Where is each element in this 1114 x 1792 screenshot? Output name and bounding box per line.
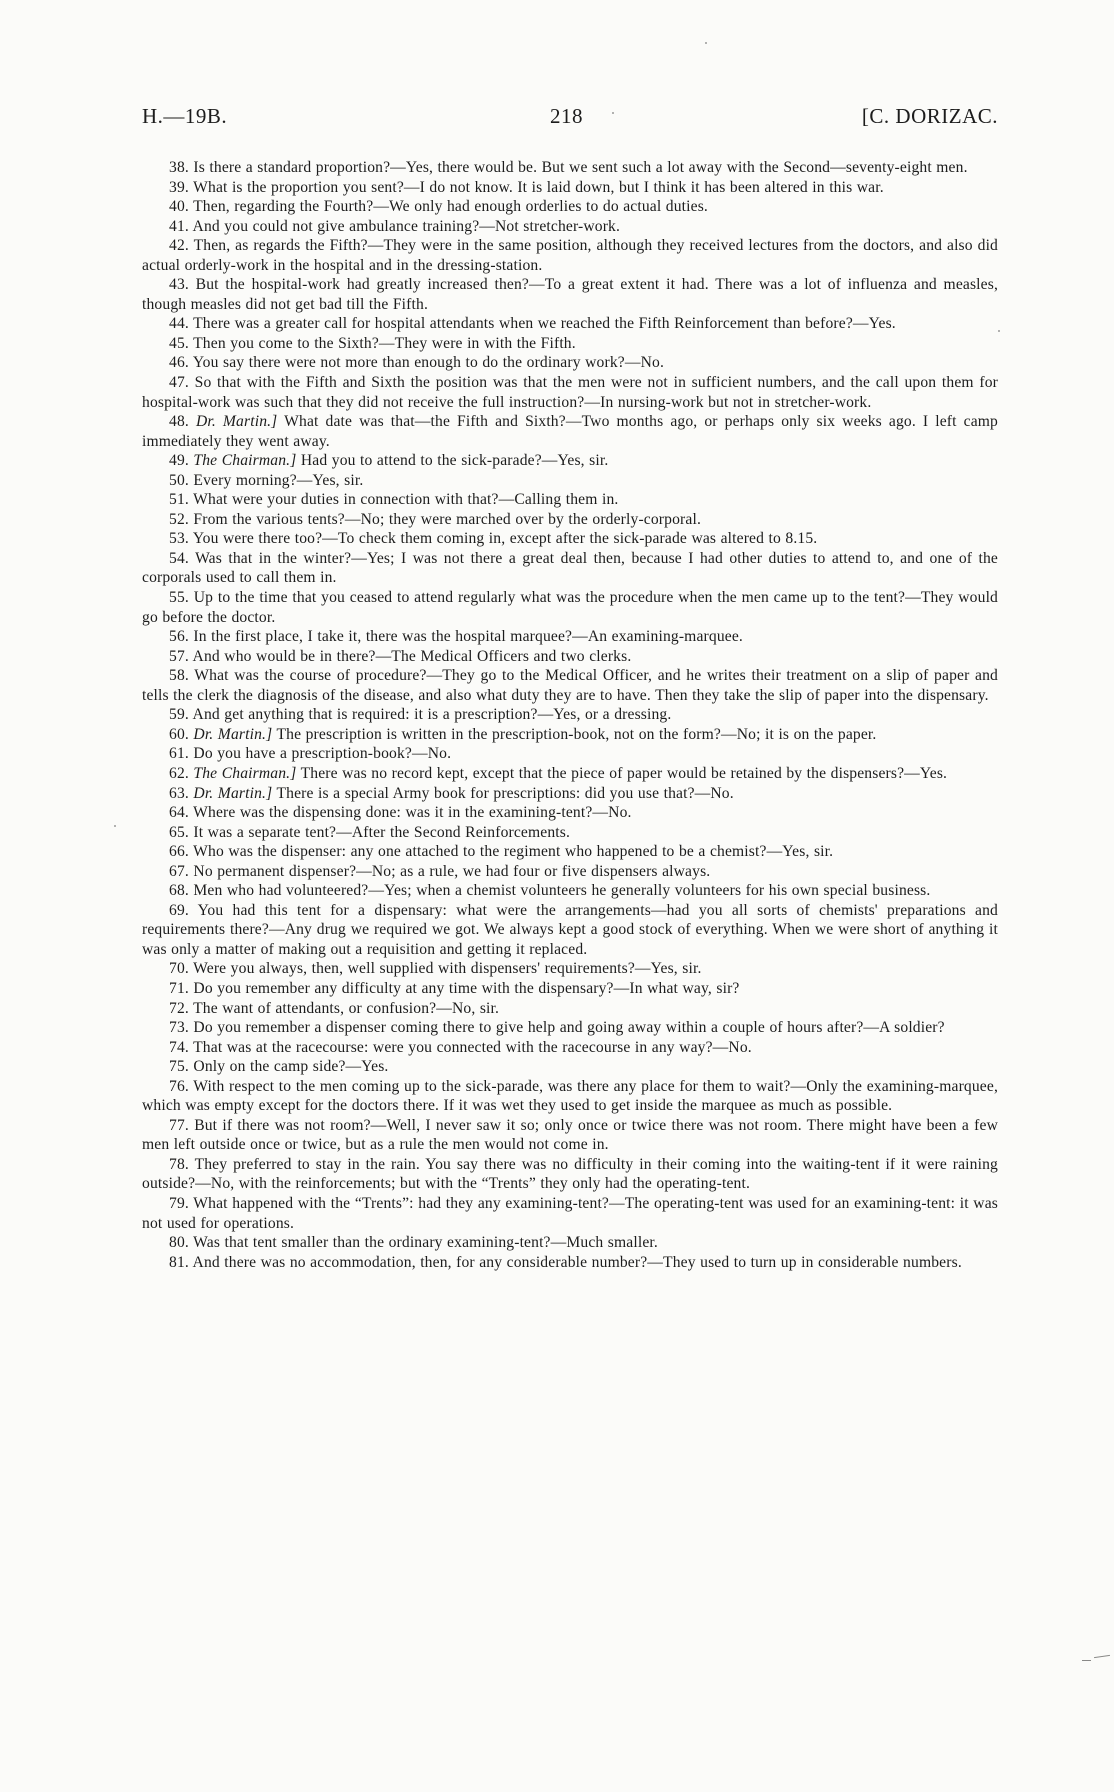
question-answer-paragraph — [142, 236, 998, 275]
question-number: 71. — [169, 979, 189, 997]
question-number: 68. — [169, 882, 189, 900]
question-number: 64. — [169, 804, 189, 822]
question-answer-text: Then, as regards the Fifth?—They were in the same position, although they received lectures from the doctors, and also did actual orderly-work in the hospital and in the dressing-station. — [142, 237, 998, 274]
question-number: 44. — [169, 315, 189, 333]
question-number: 45. — [169, 334, 189, 352]
speaker-label: The Chairman.] — [193, 764, 297, 782]
question-answer-paragraph — [142, 1057, 998, 1077]
question-number: 46. — [169, 354, 189, 372]
question-number: 60. — [169, 725, 189, 743]
question-answer-paragraph — [142, 178, 998, 198]
question-answer-paragraph — [142, 275, 998, 314]
question-answer-paragraph — [142, 549, 998, 588]
question-answer-paragraph — [142, 842, 998, 862]
question-answer-text: Where was the dispensing done: was it in the examining-tent?—No. — [193, 804, 632, 822]
question-answer-paragraph — [142, 744, 998, 764]
scan-mark — [1082, 1660, 1091, 1661]
question-number: 75. — [169, 1058, 189, 1076]
scan-mark — [1094, 1655, 1110, 1658]
question-answer-text: Every morning?—Yes, sir. — [193, 471, 364, 489]
question-answer-paragraph — [142, 666, 998, 705]
question-answer-paragraph — [142, 197, 998, 217]
question-answer-text: In the first place, I take it, there was the hospital marquee?—An examining-marquee. — [193, 628, 743, 646]
scan-speck — [612, 112, 614, 114]
question-number: 69. — [169, 901, 189, 919]
question-answer-text: What is the proportion you sent?—I do not know. It is laid down, but I think it has been altered in this war. — [193, 178, 884, 196]
question-answer-paragraph — [142, 1155, 998, 1194]
question-number: 43. — [169, 276, 189, 294]
question-answer-text: There is a special Army book for prescriptions: did you use that?—No. — [276, 784, 734, 802]
question-number: 74. — [169, 1038, 189, 1056]
question-number: 49. — [169, 452, 189, 470]
question-answer-text: What were your duties in connection with that?—Calling them in. — [193, 491, 619, 509]
question-answer-text: Then you come to the Sixth?—They were in with the Fifth. — [193, 334, 576, 352]
question-number: 80. — [169, 1234, 189, 1252]
question-number: 41. — [169, 217, 189, 235]
question-answer-text: Had you to attend to the sick-parade?—Yes, sir. — [300, 452, 609, 470]
question-number: 81. — [169, 1253, 189, 1271]
question-answer-text: And you could not give ambulance training?—Not stretcher-work. — [192, 217, 621, 235]
question-answer-paragraph — [142, 1233, 998, 1253]
question-answer-paragraph — [142, 862, 998, 882]
question-number: 79. — [169, 1194, 189, 1212]
question-answer-text: You say there were not more than enough to do the ordinary work?—No. — [192, 354, 664, 372]
question-answer-text: The want of attendants, or confusion?—No, sir. — [193, 999, 500, 1017]
question-answer-paragraph — [142, 217, 998, 237]
document-reference: H.—19B. — [142, 104, 228, 128]
question-answer-text: And there was no accommodation, then, for any considerable number?—They used to turn up in considerable numbers. — [192, 1253, 962, 1271]
question-number: 72. — [169, 999, 189, 1017]
question-number: 76. — [169, 1077, 189, 1095]
question-number: 65. — [169, 823, 189, 841]
scan-speck — [705, 42, 707, 44]
scan-speck — [998, 330, 1000, 332]
question-answer-text: Only on the camp side?—Yes. — [193, 1058, 389, 1076]
question-answer-text: What was the course of procedure?—They go to the Medical Officer, and he writes their treatment on a slip of paper and tells the clerk the diagnosis of the disease, and also what duty they are to have. Then they take the slip of paper into the dispensary. — [142, 667, 998, 704]
question-answer-text: What happened with the “Trents”: had they any examining-tent?—The operating-tent was used for an examining-tent: it was not used for operations. — [142, 1194, 998, 1232]
question-number: 67. — [169, 862, 189, 880]
page-header — [142, 104, 998, 134]
question-number: 55. — [169, 589, 189, 607]
question-answer-paragraph — [142, 764, 998, 784]
question-answer-paragraph — [142, 1194, 998, 1233]
question-answer-text: But if there was not room?—Well, I never saw it so; only once or twice there was not room. There might have been a few men left outside once or twice, but as a rule the men would not come in. — [142, 1116, 998, 1154]
question-answer-paragraph — [142, 412, 998, 451]
question-answer-text: They preferred to stay in the rain. You say there was no difficulty in their coming into the waiting-tent if it were raining outside?—No, with the reinforcements; but with the “Trents” they only had the operating-tent. — [142, 1155, 998, 1193]
question-answer-paragraph — [142, 588, 998, 627]
question-answer-paragraph — [142, 979, 998, 999]
page-number: 218 — [550, 104, 583, 128]
question-answer-text: No permanent dispenser?—No; as a rule, we had four or five dispensers always. — [193, 862, 711, 880]
question-answer-paragraph — [142, 999, 998, 1019]
question-answer-paragraph — [142, 490, 998, 510]
question-number: 40. — [169, 198, 189, 216]
question-answer-paragraph — [142, 373, 998, 412]
question-answer-paragraph — [142, 451, 998, 471]
question-answer-paragraph — [142, 353, 998, 373]
speaker-label: Dr. Martin.] — [195, 413, 278, 431]
question-answer-text: Then, regarding the Fourth?—We only had enough orderlies to do actual duties. — [193, 198, 708, 216]
question-answer-paragraph — [142, 158, 998, 178]
question-answer-text: Were you always, then, well supplied with dispensers' requirements?—Yes, sir. — [193, 960, 702, 978]
question-answer-text: The prescription is written in the prescription-book, not on the form?—No; it is on the paper. — [276, 725, 877, 743]
question-answer-text: From the various tents?—No; they were marched over by the orderly-corporal. — [193, 510, 701, 528]
question-answer-paragraph — [142, 705, 998, 725]
speaker-label: Dr. Martin.] — [193, 725, 273, 743]
question-answer-paragraph — [142, 1038, 998, 1058]
question-answer-text: That was at the racecourse: were you connected with the racecourse in any way?—No. — [193, 1038, 752, 1056]
question-number: 42. — [169, 237, 189, 255]
testimony-body — [142, 158, 998, 1272]
question-number: 56. — [169, 628, 189, 646]
question-answer-paragraph — [142, 529, 998, 549]
question-answer-text: So that with the Fifth and Sixth the position was that the men were not in sufficient numbers, and the call upon them for hospital-work was such that they did not receive the full instruction?—In nursing-work but not in stretcher-work. — [142, 374, 998, 411]
question-answer-text: Do you remember any difficulty at any time with the dispensary?—In what way, sir? — [193, 979, 740, 997]
question-answer-text: You were there too?—To check them coming in, except after the sick-parade was altered to 8.15. — [192, 530, 818, 548]
question-answer-paragraph — [142, 901, 998, 960]
question-number: 77. — [169, 1116, 189, 1134]
question-answer-text: What date was that—the Fifth and Sixth?—Two months ago, or perhaps only six weeks ago. I left camp immediately they went away. — [142, 413, 999, 450]
witness-name: [C. DORIZAC. — [861, 104, 998, 128]
question-answer-text: There was a greater call for hospital attendants when we reached the Fifth Reinforcement than before?—Yes. — [193, 315, 896, 333]
speaker-label: Dr. Martin.] — [193, 784, 273, 802]
question-answer-paragraph — [142, 1116, 998, 1155]
scan-speck — [114, 825, 116, 827]
question-number: 47. — [169, 374, 189, 392]
question-number: 38. — [169, 159, 189, 176]
question-answer-text: Was that in the winter?—Yes; I was not there a great deal then, because I had other duties to attend to, and one of the corporals used to call them in. — [142, 549, 998, 587]
question-answer-text: Was that tent smaller than the ordinary examining-tent?—Much smaller. — [193, 1234, 658, 1252]
question-number: 53. — [169, 530, 189, 548]
question-answer-text: Is there a standard proportion?—Yes, there would be. But we sent such a lot away with the Second—seventy-eight men. — [193, 159, 968, 176]
question-answer-paragraph — [142, 627, 998, 647]
question-answer-paragraph — [142, 314, 998, 334]
question-answer-text: But the hospital-work had greatly increased then?—To a great extent it had. There was a lot of influenza and measles, though measles did not get bad till the Fifth. — [142, 276, 999, 313]
question-number: 39. — [169, 178, 189, 196]
question-number: 48. — [169, 413, 189, 431]
question-answer-paragraph — [142, 823, 998, 843]
question-number: 62. — [169, 764, 189, 782]
question-number: 51. — [169, 491, 189, 509]
question-answer-paragraph — [142, 1018, 998, 1038]
question-number: 78. — [169, 1155, 189, 1173]
question-answer-paragraph — [142, 510, 998, 530]
question-answer-text: Up to the time that you ceased to attend regularly what was the procedure when the men came up to the tent?—They would go before the doctor. — [142, 589, 998, 626]
question-answer-paragraph — [142, 784, 998, 804]
question-number: 52. — [169, 510, 189, 528]
question-answer-text: You had this tent for a dispensary: what were the arrangements—had you all sorts of chemists' preparations and requirements there?—Any drug we required we got. We always kept a good stock of everything. When we were short of anything it was only a matter of making out a requisition and getting it replaced. — [142, 901, 998, 958]
question-answer-paragraph — [142, 881, 998, 901]
question-answer-paragraph — [142, 803, 998, 823]
question-answer-text: Do you remember a dispenser coming there to give help and going away within a couple of hours after?—A soldier? — [193, 1019, 945, 1037]
question-answer-text: Who was the dispenser: any one attached to the regiment who happened to be a chemist?—Yes, sir. — [193, 843, 834, 861]
question-answer-text: Do you have a prescription-book?—No. — [193, 745, 452, 763]
question-number: 63. — [169, 784, 189, 802]
question-answer-paragraph — [142, 1077, 998, 1116]
question-answer-paragraph — [142, 334, 998, 354]
question-number: 70. — [169, 960, 189, 978]
question-answer-paragraph — [142, 1253, 998, 1273]
question-number: 50. — [169, 471, 189, 489]
question-answer-text: With respect to the men coming up to the sick-parade, was there any place for them to wait?—Only the examining-marquee, which was empty except for the doctors there. If it was wet they used to get inside the marquee as much as possible. — [142, 1077, 998, 1115]
question-answer-text: It was a separate tent?—After the Second Reinforcements. — [193, 823, 571, 841]
speaker-label: The Chairman.] — [193, 452, 297, 470]
question-answer-paragraph — [142, 471, 998, 491]
question-answer-text: And get anything that is required: it is a prescription?—Yes, or a dressing. — [192, 706, 672, 724]
question-answer-text: Men who had volunteered?—Yes; when a chemist volunteers he generally volunteers for his own special business. — [193, 882, 931, 900]
question-answer-paragraph — [142, 959, 998, 979]
question-number: 73. — [169, 1019, 189, 1037]
question-answer-paragraph — [142, 725, 998, 745]
question-answer-text: There was no record kept, except that the piece of paper would be retained by the dispensers?—Yes. — [300, 764, 948, 782]
question-answer-text: And who would be in there?—The Medical Officers and two clerks. — [192, 647, 632, 665]
question-number: 58. — [169, 667, 189, 685]
question-number: 61. — [169, 745, 189, 763]
question-number: 59. — [169, 706, 189, 724]
question-number: 54. — [169, 549, 189, 567]
question-number: 66. — [169, 843, 189, 861]
question-answer-paragraph — [142, 647, 998, 667]
question-number: 57. — [169, 647, 189, 665]
